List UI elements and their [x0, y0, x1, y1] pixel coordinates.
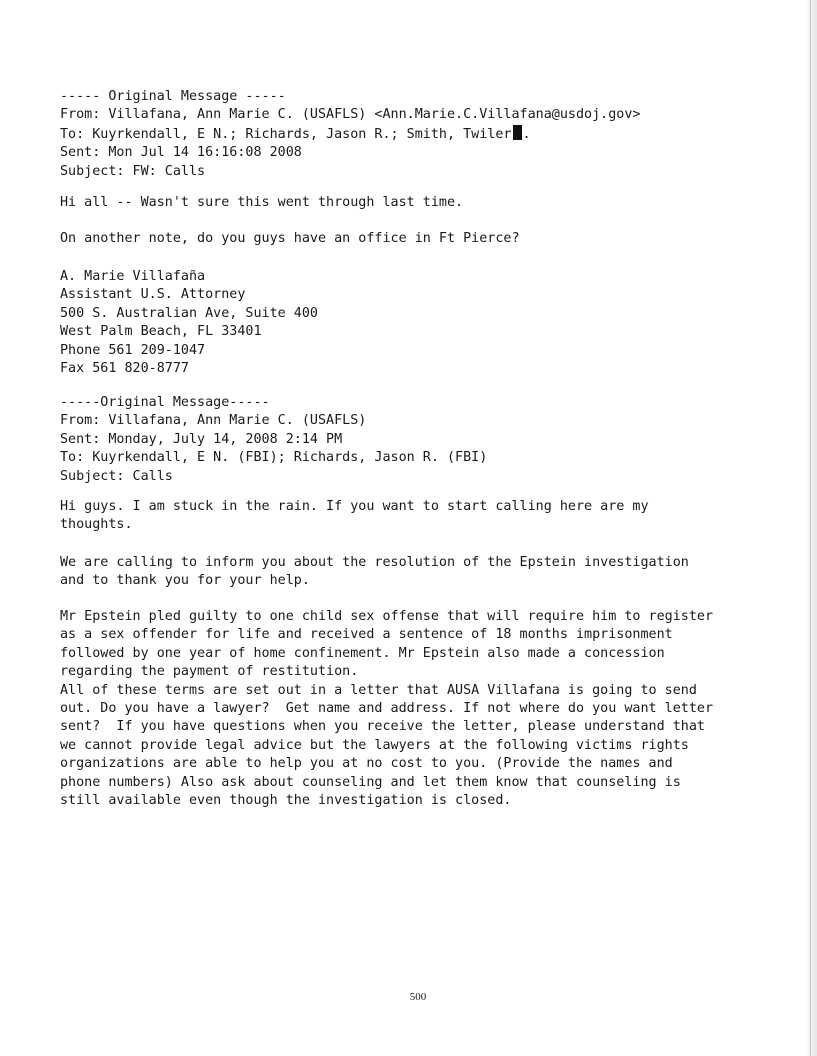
body-line: All of these terms are set out in a letter that AUSA Villafana is going to send [60, 682, 697, 698]
body-line: regarding the payment of restitution. [60, 664, 359, 680]
signature-name: A. Marie Villafaña [60, 269, 206, 284]
from-line: From: Villafana, Ann Marie C. (USAFLS) [60, 413, 367, 429]
body-line: and to thank you for your help. [60, 573, 310, 589]
page-number: 500 [409, 991, 427, 1003]
body-line: Mr Epstein pled guilty to one child sex offense that will require him to register [60, 609, 714, 624]
page-edge-shadow [805, 0, 817, 1056]
body-line: followed by one year of home confinement. Mr Epstein also made a concession [60, 645, 665, 661]
to-line [60, 125, 760, 144]
second-body-paragraph-1 [60, 498, 760, 535]
second-body-paragraph-3 [60, 608, 760, 810]
body-line: as a sex offender for life and received a sentence of 18 months imprisonment [60, 627, 673, 643]
body-line: we cannot provide legal advice but the lawyers at the following victims rights [60, 737, 689, 753]
second-message-header [60, 394, 760, 486]
body-line: organizations are able to help you at no cost to you. (Provide the names and [60, 756, 673, 772]
to-line: To: Kuyrkendall, E N. (FBI); Richards, Jason R. (FBI) [60, 450, 488, 466]
body-line: still available even though the investigation is closed. [60, 793, 512, 809]
body-line: Hi all -- Wasn't sure this went through last time. [60, 195, 464, 210]
to-text: To: Kuyrkendall, E N.; Richards, Jason R.; Smith, Twiler [60, 126, 512, 142]
second-body-paragraph-2 [60, 554, 760, 591]
body-line: On another note, do you guys have an office in Ft Pierce? [60, 231, 520, 246]
sent-line: Sent: Mon Jul 14 16:16:08 2008 [60, 145, 302, 161]
body-line: thoughts. [60, 517, 133, 533]
first-message-body-2 [60, 230, 760, 248]
sent-line: Sent: Monday, July 14, 2008 2:14 PM [60, 431, 343, 447]
subject-line: Subject: FW: Calls [60, 163, 206, 179]
body-line: Hi guys. I am stuck in the rain. If you want to start calling here are my [60, 499, 649, 514]
body-line: phone numbers) Also ask about counseling and let them know that counseling is [60, 774, 681, 790]
original-message-divider: -----Original Message----- [60, 395, 270, 410]
signature-title: Assistant U.S. Attorney [60, 287, 246, 303]
original-message-divider: ----- Original Message ----- [60, 89, 286, 104]
first-message-header [60, 88, 760, 181]
body-line: sent? If you have questions when you receive the letter, please understand that [60, 719, 705, 735]
from-line: From: Villafana, Ann Marie C. (USAFLS) <Ann.Marie.C.Villafana@usdoj.gov> [60, 107, 641, 123]
signature-address-2: West Palm Beach, FL 33401 [60, 324, 262, 340]
body-line: We are calling to inform you about the resolution of the Epstein investigation [60, 555, 689, 570]
page-edge-line [810, 0, 811, 1056]
signature-address-1: 500 S. Australian Ave, Suite 400 [60, 305, 318, 321]
body-line: out. Do you have a lawyer? Get name and address. If not where do you want letter [60, 701, 714, 717]
signature-phone: Phone 561 209-1047 [60, 342, 206, 358]
signature-block [60, 268, 760, 378]
first-message-body [60, 194, 760, 212]
subject-line: Subject: Calls [60, 468, 173, 484]
to-suffix: . [522, 126, 531, 142]
signature-fax: Fax 561 820-8777 [60, 361, 189, 377]
